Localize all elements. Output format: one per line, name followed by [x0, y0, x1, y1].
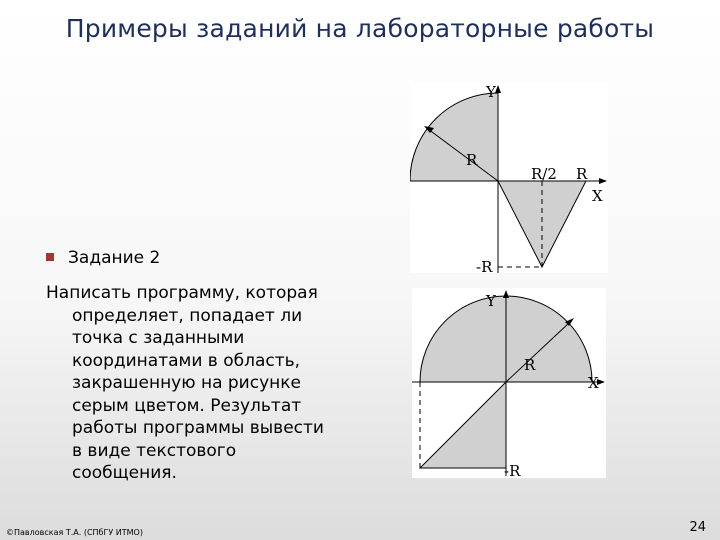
y-axis-arrow-icon [503, 290, 509, 298]
description-line: сообщения. [72, 463, 177, 483]
description-line: в виде текстового [72, 440, 237, 461]
task-item [46, 248, 160, 268]
task-description [46, 282, 376, 485]
label-y: Y [486, 292, 496, 310]
description-line: работы программы вывести [72, 418, 324, 438]
label-r-half: R/2 [531, 165, 557, 183]
description-line: точка с заданными [72, 328, 245, 348]
label-r: R [576, 165, 588, 183]
lower-triangle-region [420, 382, 506, 468]
description-line: серым цветом. Результат [72, 395, 302, 416]
label-neg-r: -R [504, 462, 521, 478]
label-x: X [592, 187, 603, 205]
bullet-icon [46, 253, 54, 261]
label-radius: R [466, 151, 478, 169]
label-x: X [588, 374, 599, 392]
quarter-circle-region [410, 93, 498, 181]
label-neg-r: -R [476, 258, 493, 273]
description-line: определяет, попадает ли [72, 305, 303, 326]
slide-title: Примеры заданий на лабораторные работы [65, 14, 655, 43]
figure-region-1 [410, 83, 608, 273]
label-radius: R [524, 356, 536, 374]
page-number: 24 [689, 520, 706, 535]
task-label: Задание 2 [68, 248, 161, 268]
label-y: Y [486, 83, 496, 101]
figure-1-svg [410, 83, 608, 273]
figure-region-2 [412, 288, 606, 478]
x-axis-arrow-icon [599, 178, 607, 184]
figure-2-svg [412, 288, 606, 478]
description-line: координатами в область, [72, 350, 301, 371]
footer-copyright: ©Павловская Т.А. (СПбГУ ИТМО) [6, 528, 143, 537]
description-line: закрашенную на рисунке [72, 373, 301, 393]
description-line: Написать программу, которая [46, 283, 318, 303]
